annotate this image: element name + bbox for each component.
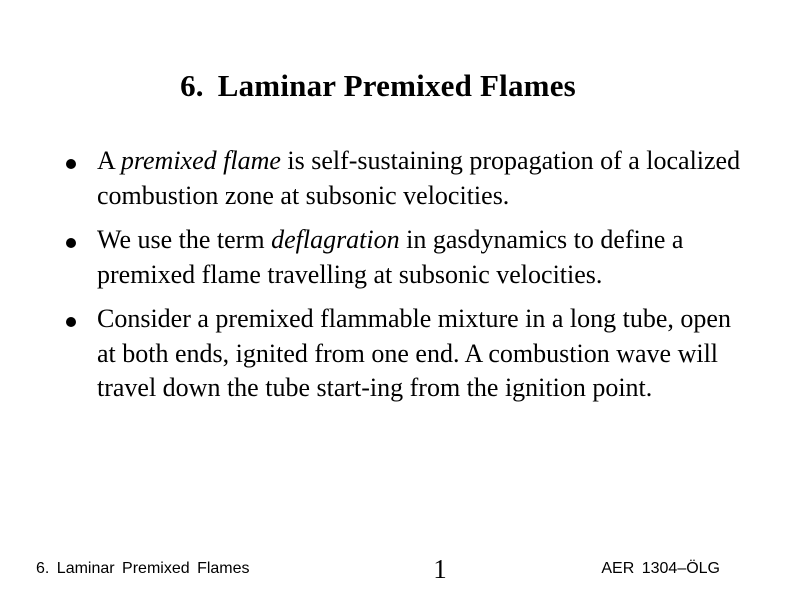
bullet-text-after: in gasdynamics to define a premixed flame travelling at subsonic velocities. [97, 225, 684, 289]
bullet-text-before: Consider a premixed flammable mixture in a long tube, open at both ends, ignited from one end. A combustion wave will travel down the tube start-ing from the ignition point. [97, 304, 731, 402]
bullet-item [62, 223, 742, 292]
bullet-text-after: is self-sustaining propagation of a localized combustion zone at subsonic velocities. [97, 146, 741, 210]
bullet-list [62, 144, 742, 416]
bullet-dot-icon [66, 238, 76, 248]
bullet-dot-icon [66, 317, 76, 327]
bullet-item [62, 302, 742, 406]
bullet-emphasis: deflagration [271, 225, 400, 254]
slide-title [0, 68, 756, 104]
bullet-item [62, 144, 742, 213]
slide-footer [0, 554, 792, 586]
bullet-text-before: A [97, 146, 121, 175]
section-number: 6. [180, 68, 204, 103]
bullet-text-before: We use the term [97, 225, 272, 254]
footer-section-label: 6. Laminar Premixed Flames [36, 560, 250, 577]
page-number: 1 [433, 554, 447, 584]
footer-course-label: AER 1304–ÖLG [601, 560, 720, 577]
bullet-dot-icon [66, 159, 76, 169]
bullet-emphasis: premixed flame [120, 146, 281, 175]
section-title: Laminar Premixed Flames [217, 68, 576, 103]
